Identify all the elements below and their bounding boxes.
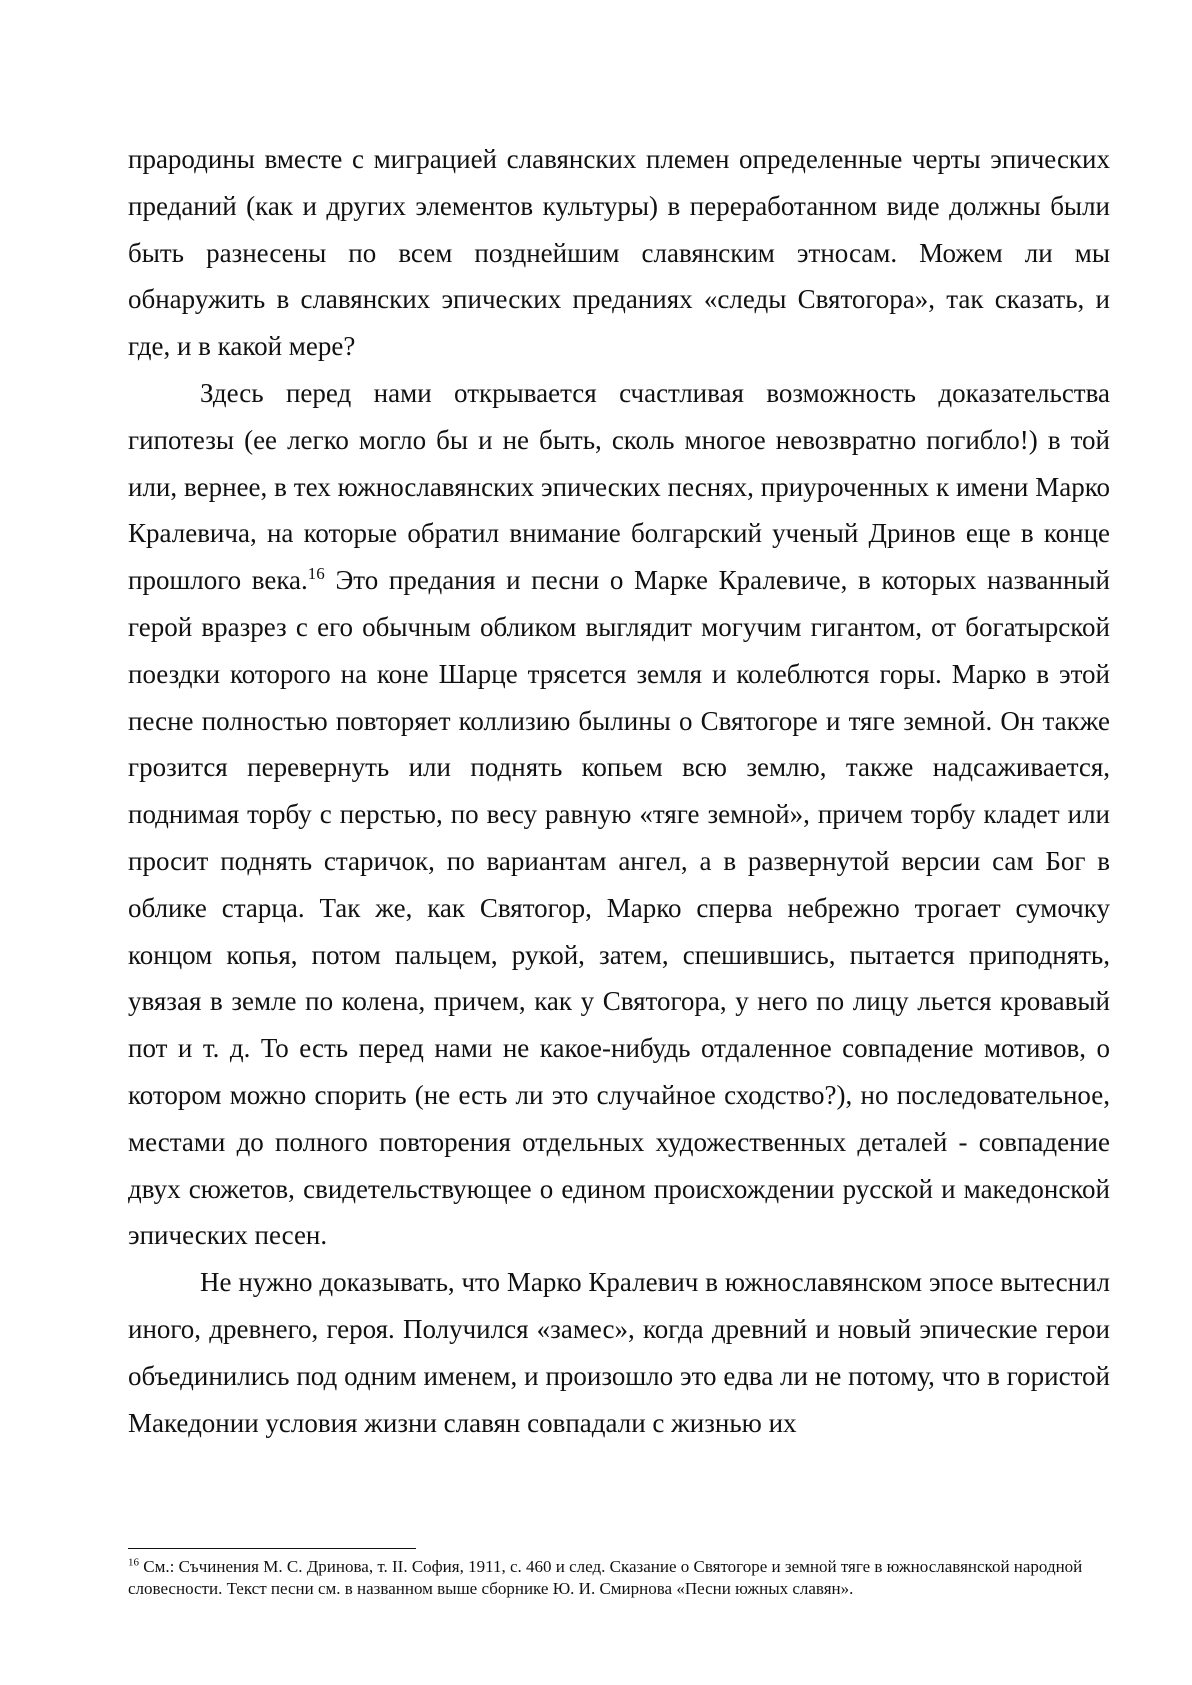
footnote: [128, 1556, 1110, 1600]
paragraph-2-text-before: Здесь перед нами открывается счастливая возможность доказательства гипотезы (ее легко могло бы и не быть, сколь многое невозвратно погибло!) в той или, вернее, в тех южнославянских эпических песнях, приуроченных к имени Марко Кралевича, на которые обратил внимание болгарский ученый Дринов еще в конце прошлого века.: [128, 377, 1110, 596]
footnote-marker: 16: [128, 1556, 139, 1569]
paragraph-1: прародины вместе с миграцией славянских племен определенные черты эпических преданий (как и других элементов культуры) в переработанном виде должны были быть разнесены по всем позднейшим славянским этносам. Можем ли мы обнаружить в славянских эпических преданиях «следы Святогора», так сказать, и где, и в какой мере?: [128, 144, 1110, 362]
footnote-reference: 16: [307, 563, 325, 583]
paragraph-2-text-after: Это предания и песни о Марке Кралевиче, в которых названный герой вразрез с его обычным обликом выглядит могучим гигантом, от богатырской поездки которого на коне Шарце трясется земля и колеблются горы. Марко в этой песне полностью повторяет коллизию былины о Святогоре и тяге земной. Он также грозится перевернуть или поднять копьем всю землю, также надсаживается, поднимая торбу с перстью, по весу равную «тяге земной», причем торбу кладет или просит поднять старичок, по вариантам ангел, а в развернутой версии сам Бог в облике старца. Так же, как Святогор, Марко сперва небрежно трогает сумочку концом копья, потом пальцем, рукой, затем, спешившись, пытается приподнять, увязая в земле по колена, причем, как у Святогора, у него по лицу льется кровавый пот и т. д. То есть перед нами не какое-нибудь отдаленное совпадение мотивов, о котором можно спорить (не есть ли это случайное сходство?), но последовательное, местами до полного повторения отдельных художественных деталей - совпадение двух сюжетов, свидетельствующее о едином происхождении русской и македонской эпических песен.: [128, 565, 1110, 1251]
page-body: [128, 136, 1110, 1446]
footnote-text: См.: Съчинения М. С. Дринова, т. II. София, 1911, с. 460 и след. Сказание о Святогоре и земной тяге в южнославянской народной словесности. Текст песни см. в названном выше сборнике Ю. И. Смирнова «Песни южных славян».: [128, 1557, 1083, 1598]
paragraph-2: [128, 370, 1110, 1259]
paragraph-3: Не нужно доказывать, что Марко Кралевич в южнославянском эпосе вытеснил иного, древнего, героя. Получился «замес», когда древний и новый эпические герои объединились под одним именем, и произошло это едва ли не потому, что в гористой Македонии условия жизни славян совпадали с жизнью их: [128, 1267, 1110, 1438]
footnote-separator: [128, 1548, 416, 1549]
